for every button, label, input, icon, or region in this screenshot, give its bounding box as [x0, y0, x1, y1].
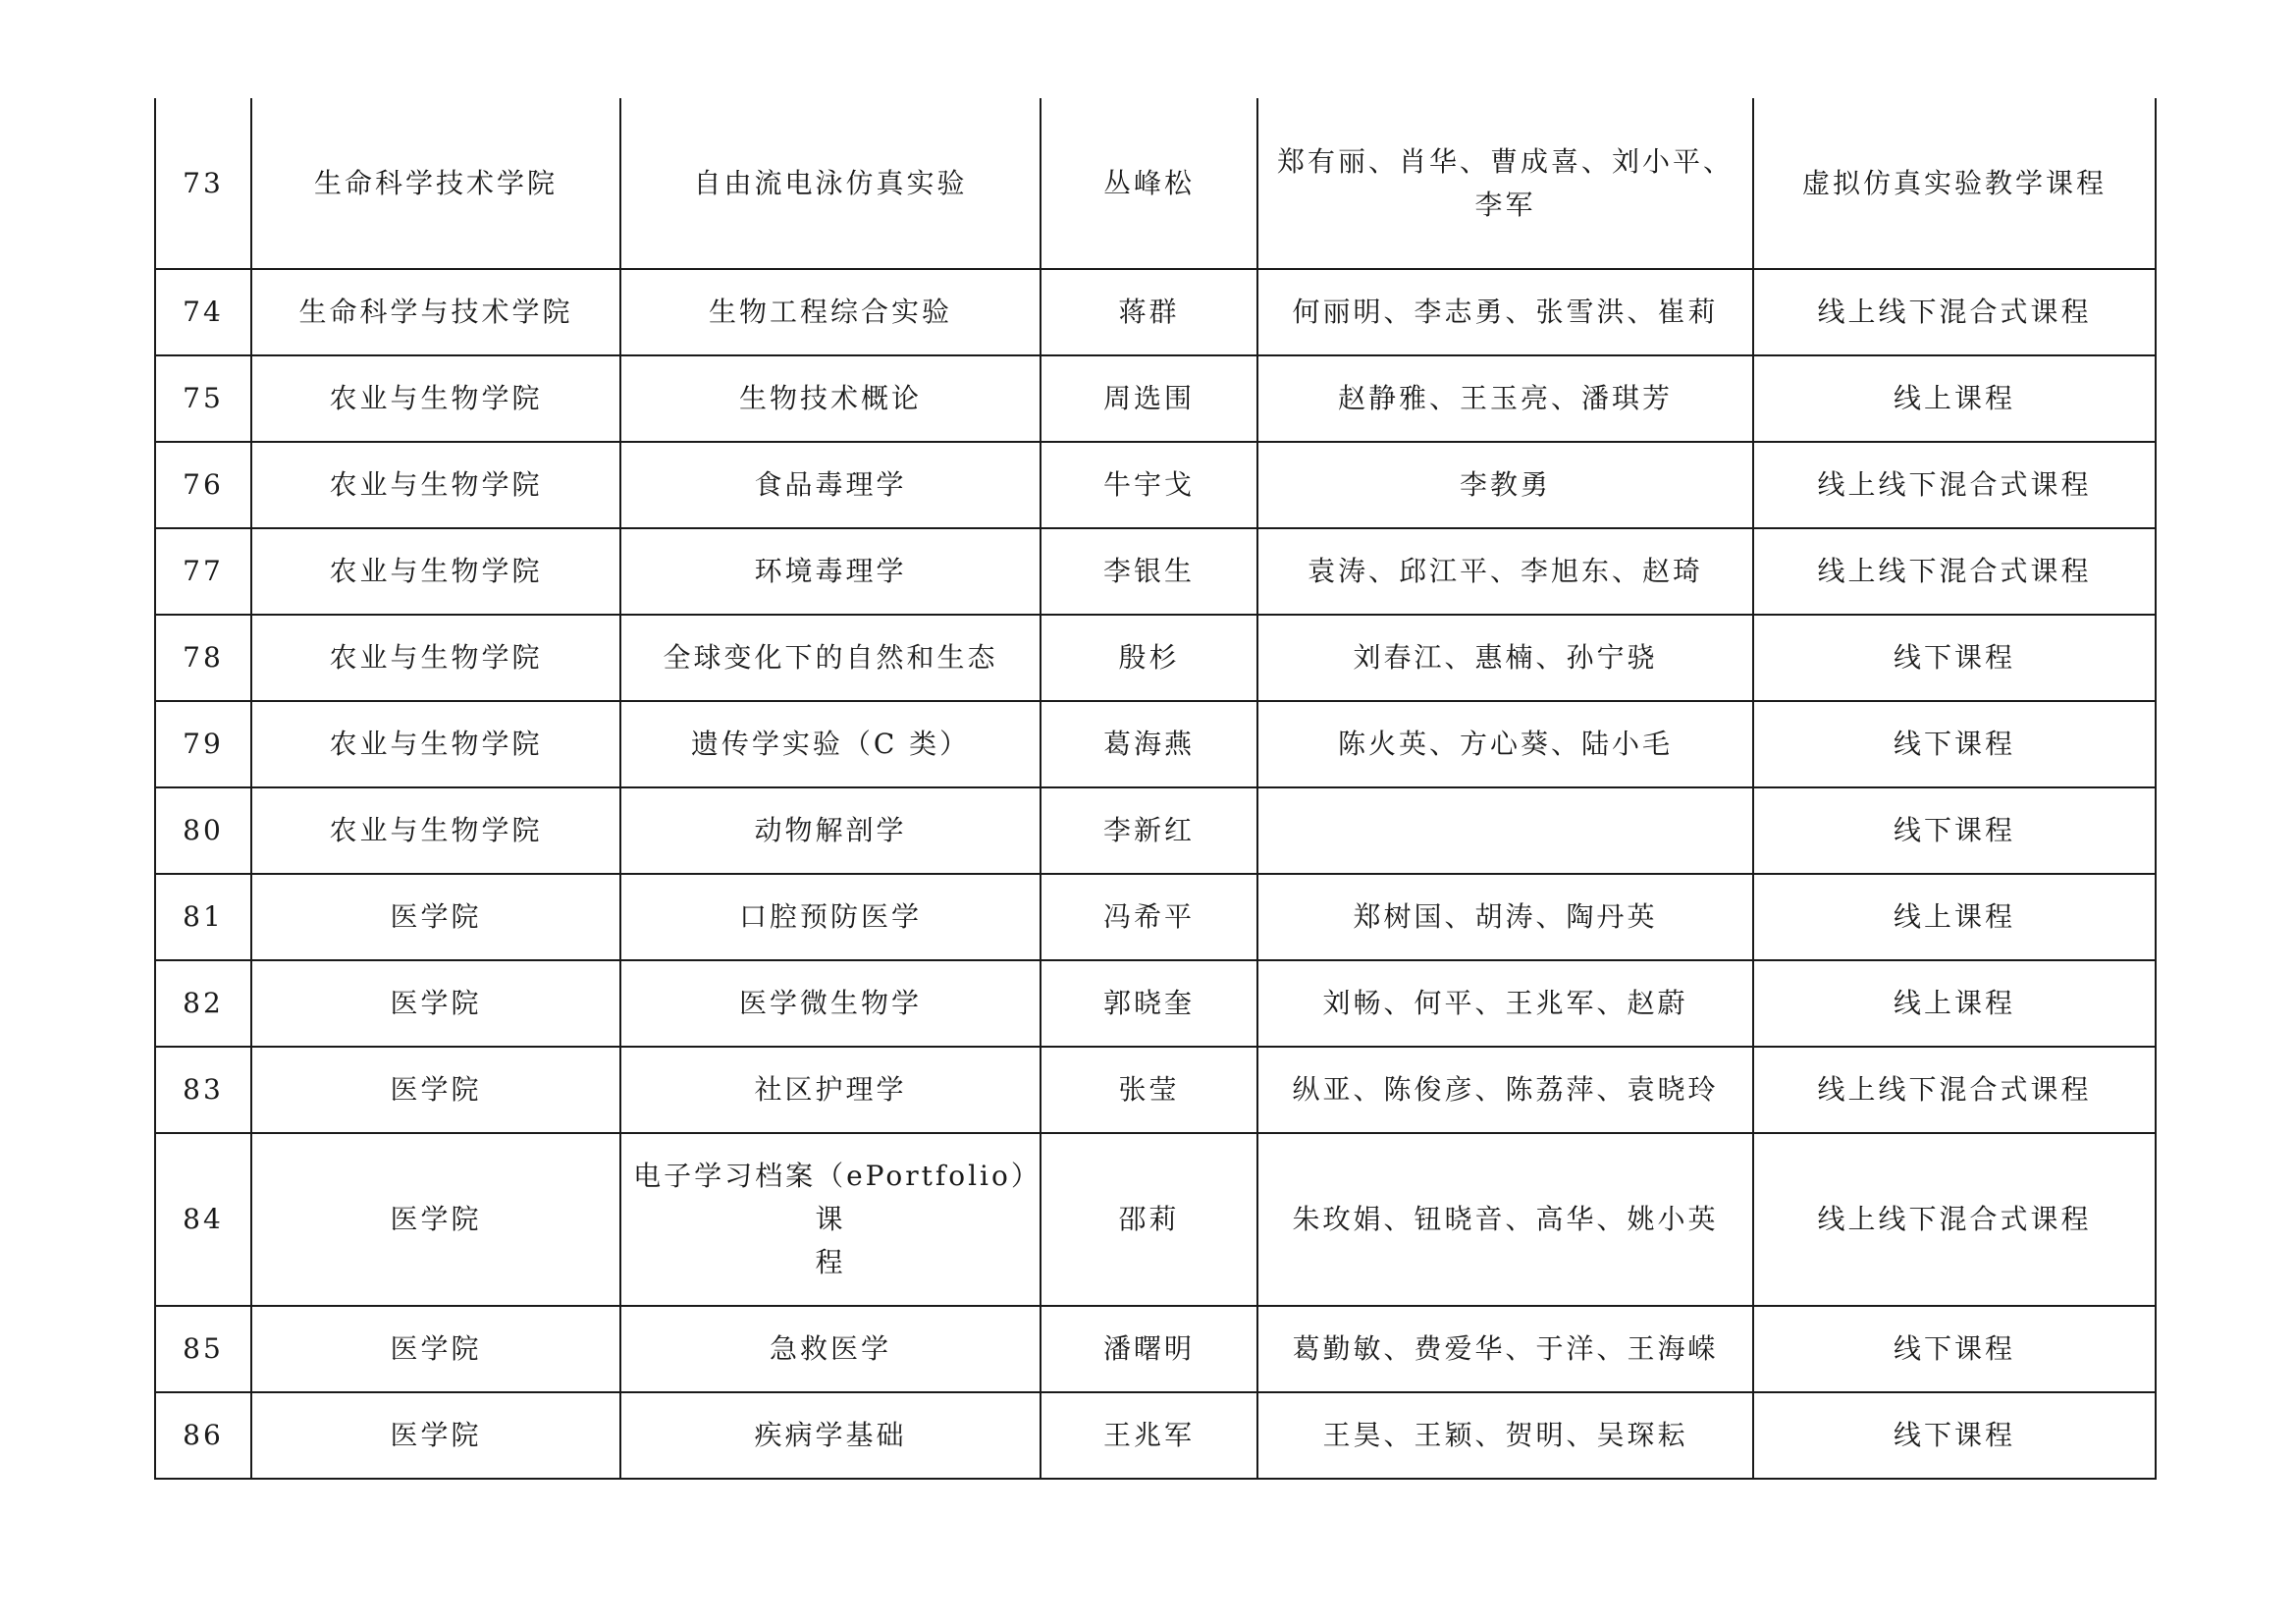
department-cell: 农业与生物学院	[251, 528, 620, 615]
department-cell: 医学院	[251, 1047, 620, 1133]
row-number: 85	[155, 1306, 251, 1392]
course-lead-cell: 周选围	[1041, 355, 1257, 442]
course-name-cell: 食品毒理学	[620, 442, 1041, 528]
team-members-cell: 朱玫娟、钮晓音、高华、姚小英	[1257, 1133, 1753, 1306]
course-type-cell: 线下课程	[1753, 615, 2156, 701]
course-type-cell: 线上课程	[1753, 874, 2156, 960]
course-lead-cell: 王兆军	[1041, 1392, 1257, 1479]
table-row	[155, 960, 2156, 1047]
team-members-cell: 纵亚、陈俊彦、陈荔萍、袁晓玲	[1257, 1047, 1753, 1133]
course-type-cell: 线下课程	[1753, 1306, 2156, 1392]
course-name-cell: 急救医学	[620, 1306, 1041, 1392]
course-lead-cell: 蒋群	[1041, 269, 1257, 355]
course-type-cell: 线下课程	[1753, 787, 2156, 874]
course-lead-cell: 牛宇戈	[1041, 442, 1257, 528]
course-name-cell: 疾病学基础	[620, 1392, 1041, 1479]
course-name-cell: 社区护理学	[620, 1047, 1041, 1133]
row-number: 82	[155, 960, 251, 1047]
course-name-cell: 动物解剖学	[620, 787, 1041, 874]
team-members-line: 李军	[1474, 188, 1536, 221]
table-row	[155, 355, 2156, 442]
table-row	[155, 528, 2156, 615]
department-cell: 医学院	[251, 1133, 620, 1306]
department-cell: 农业与生物学院	[251, 615, 620, 701]
row-number: 77	[155, 528, 251, 615]
row-number: 79	[155, 701, 251, 787]
department-cell: 农业与生物学院	[251, 442, 620, 528]
table-row	[155, 98, 2156, 269]
course-type-cell: 线下课程	[1753, 701, 2156, 787]
team-members-cell	[1257, 98, 1753, 269]
table-row	[155, 442, 2156, 528]
course-name-cell: 全球变化下的自然和生态	[620, 615, 1041, 701]
row-number: 83	[155, 1047, 251, 1133]
team-members-line: 郑有丽、肖华、曹成喜、刘小平、	[1276, 144, 1734, 178]
course-lead-cell: 殷杉	[1041, 615, 1257, 701]
department-cell: 医学院	[251, 874, 620, 960]
course-name-cell: 遗传学实验（C 类）	[620, 701, 1041, 787]
course-lead-cell: 潘曙明	[1041, 1306, 1257, 1392]
row-number: 86	[155, 1392, 251, 1479]
team-members-cell: 赵静雅、王玉亮、潘琪芳	[1257, 355, 1753, 442]
course-name-cell: 自由流电泳仿真实验	[620, 98, 1041, 269]
course-name-cell: 口腔预防医学	[620, 874, 1041, 960]
row-number: 80	[155, 787, 251, 874]
course-lead-cell: 丛峰松	[1041, 98, 1257, 269]
course-name-cell	[620, 1133, 1041, 1306]
table-row	[155, 701, 2156, 787]
department-cell: 医学院	[251, 960, 620, 1047]
course-lead-cell: 郭晓奎	[1041, 960, 1257, 1047]
table-row	[155, 615, 2156, 701]
team-members-cell: 袁涛、邱江平、李旭东、赵琦	[1257, 528, 1753, 615]
department-cell: 生命科学与技术学院	[251, 269, 620, 355]
department-cell: 生命科学技术学院	[251, 98, 620, 269]
course-type-cell: 线上线下混合式课程	[1753, 1133, 2156, 1306]
course-type-cell: 线上课程	[1753, 355, 2156, 442]
department-cell: 农业与生物学院	[251, 787, 620, 874]
course-type-cell: 线上线下混合式课程	[1753, 442, 2156, 528]
course-type-cell: 线下课程	[1753, 1392, 2156, 1479]
table-row	[155, 787, 2156, 874]
course-lead-cell: 张莹	[1041, 1047, 1257, 1133]
table-row	[155, 1392, 2156, 1479]
team-members-cell: 郑树国、胡涛、陶丹英	[1257, 874, 1753, 960]
course-lead-cell: 葛海燕	[1041, 701, 1257, 787]
department-cell: 医学院	[251, 1392, 620, 1479]
table-row	[155, 269, 2156, 355]
course-type-cell: 线上线下混合式课程	[1753, 269, 2156, 355]
team-members-cell: 何丽明、李志勇、张雪洪、崔莉	[1257, 269, 1753, 355]
team-members-cell: 刘春江、惠楠、孙宁骁	[1257, 615, 1753, 701]
row-number: 73	[155, 98, 251, 269]
course-name-cell: 医学微生物学	[620, 960, 1041, 1047]
team-members-cell: 葛勤敏、费爱华、于洋、王海嵘	[1257, 1306, 1753, 1392]
row-number: 84	[155, 1133, 251, 1306]
team-members-cell: 王昊、王颖、贺明、吴琛耘	[1257, 1392, 1753, 1479]
course-type-cell: 线上线下混合式课程	[1753, 528, 2156, 615]
department-cell: 农业与生物学院	[251, 701, 620, 787]
row-number: 81	[155, 874, 251, 960]
course-type-cell: 线上线下混合式课程	[1753, 1047, 2156, 1133]
table-row	[155, 1133, 2156, 1306]
table-row	[155, 1306, 2156, 1392]
course-lead-cell: 李银生	[1041, 528, 1257, 615]
course-name-cell: 生物技术概论	[620, 355, 1041, 442]
team-members-cell	[1257, 787, 1753, 874]
row-number: 74	[155, 269, 251, 355]
department-cell: 医学院	[251, 1306, 620, 1392]
team-members-cell: 刘畅、何平、王兆军、赵蔚	[1257, 960, 1753, 1047]
row-number: 76	[155, 442, 251, 528]
course-lead-cell: 李新红	[1041, 787, 1257, 874]
course-type-cell: 虚拟仿真实验教学课程	[1753, 98, 2156, 269]
course-table	[154, 98, 2157, 1480]
course-name-line: 电子学习档案（ePortfolio）课	[633, 1160, 1028, 1235]
course-lead-cell: 冯希平	[1041, 874, 1257, 960]
table-row	[155, 874, 2156, 960]
table-row	[155, 1047, 2156, 1133]
course-type-cell: 线上课程	[1753, 960, 2156, 1047]
team-members-cell: 李教勇	[1257, 442, 1753, 528]
course-name-cell: 环境毒理学	[620, 528, 1041, 615]
course-name-line: 程	[815, 1246, 846, 1278]
department-cell: 农业与生物学院	[251, 355, 620, 442]
course-lead-cell: 邵莉	[1041, 1133, 1257, 1306]
course-name-cell: 生物工程综合实验	[620, 269, 1041, 355]
row-number: 78	[155, 615, 251, 701]
row-number: 75	[155, 355, 251, 442]
team-members-cell: 陈火英、方心葵、陆小毛	[1257, 701, 1753, 787]
